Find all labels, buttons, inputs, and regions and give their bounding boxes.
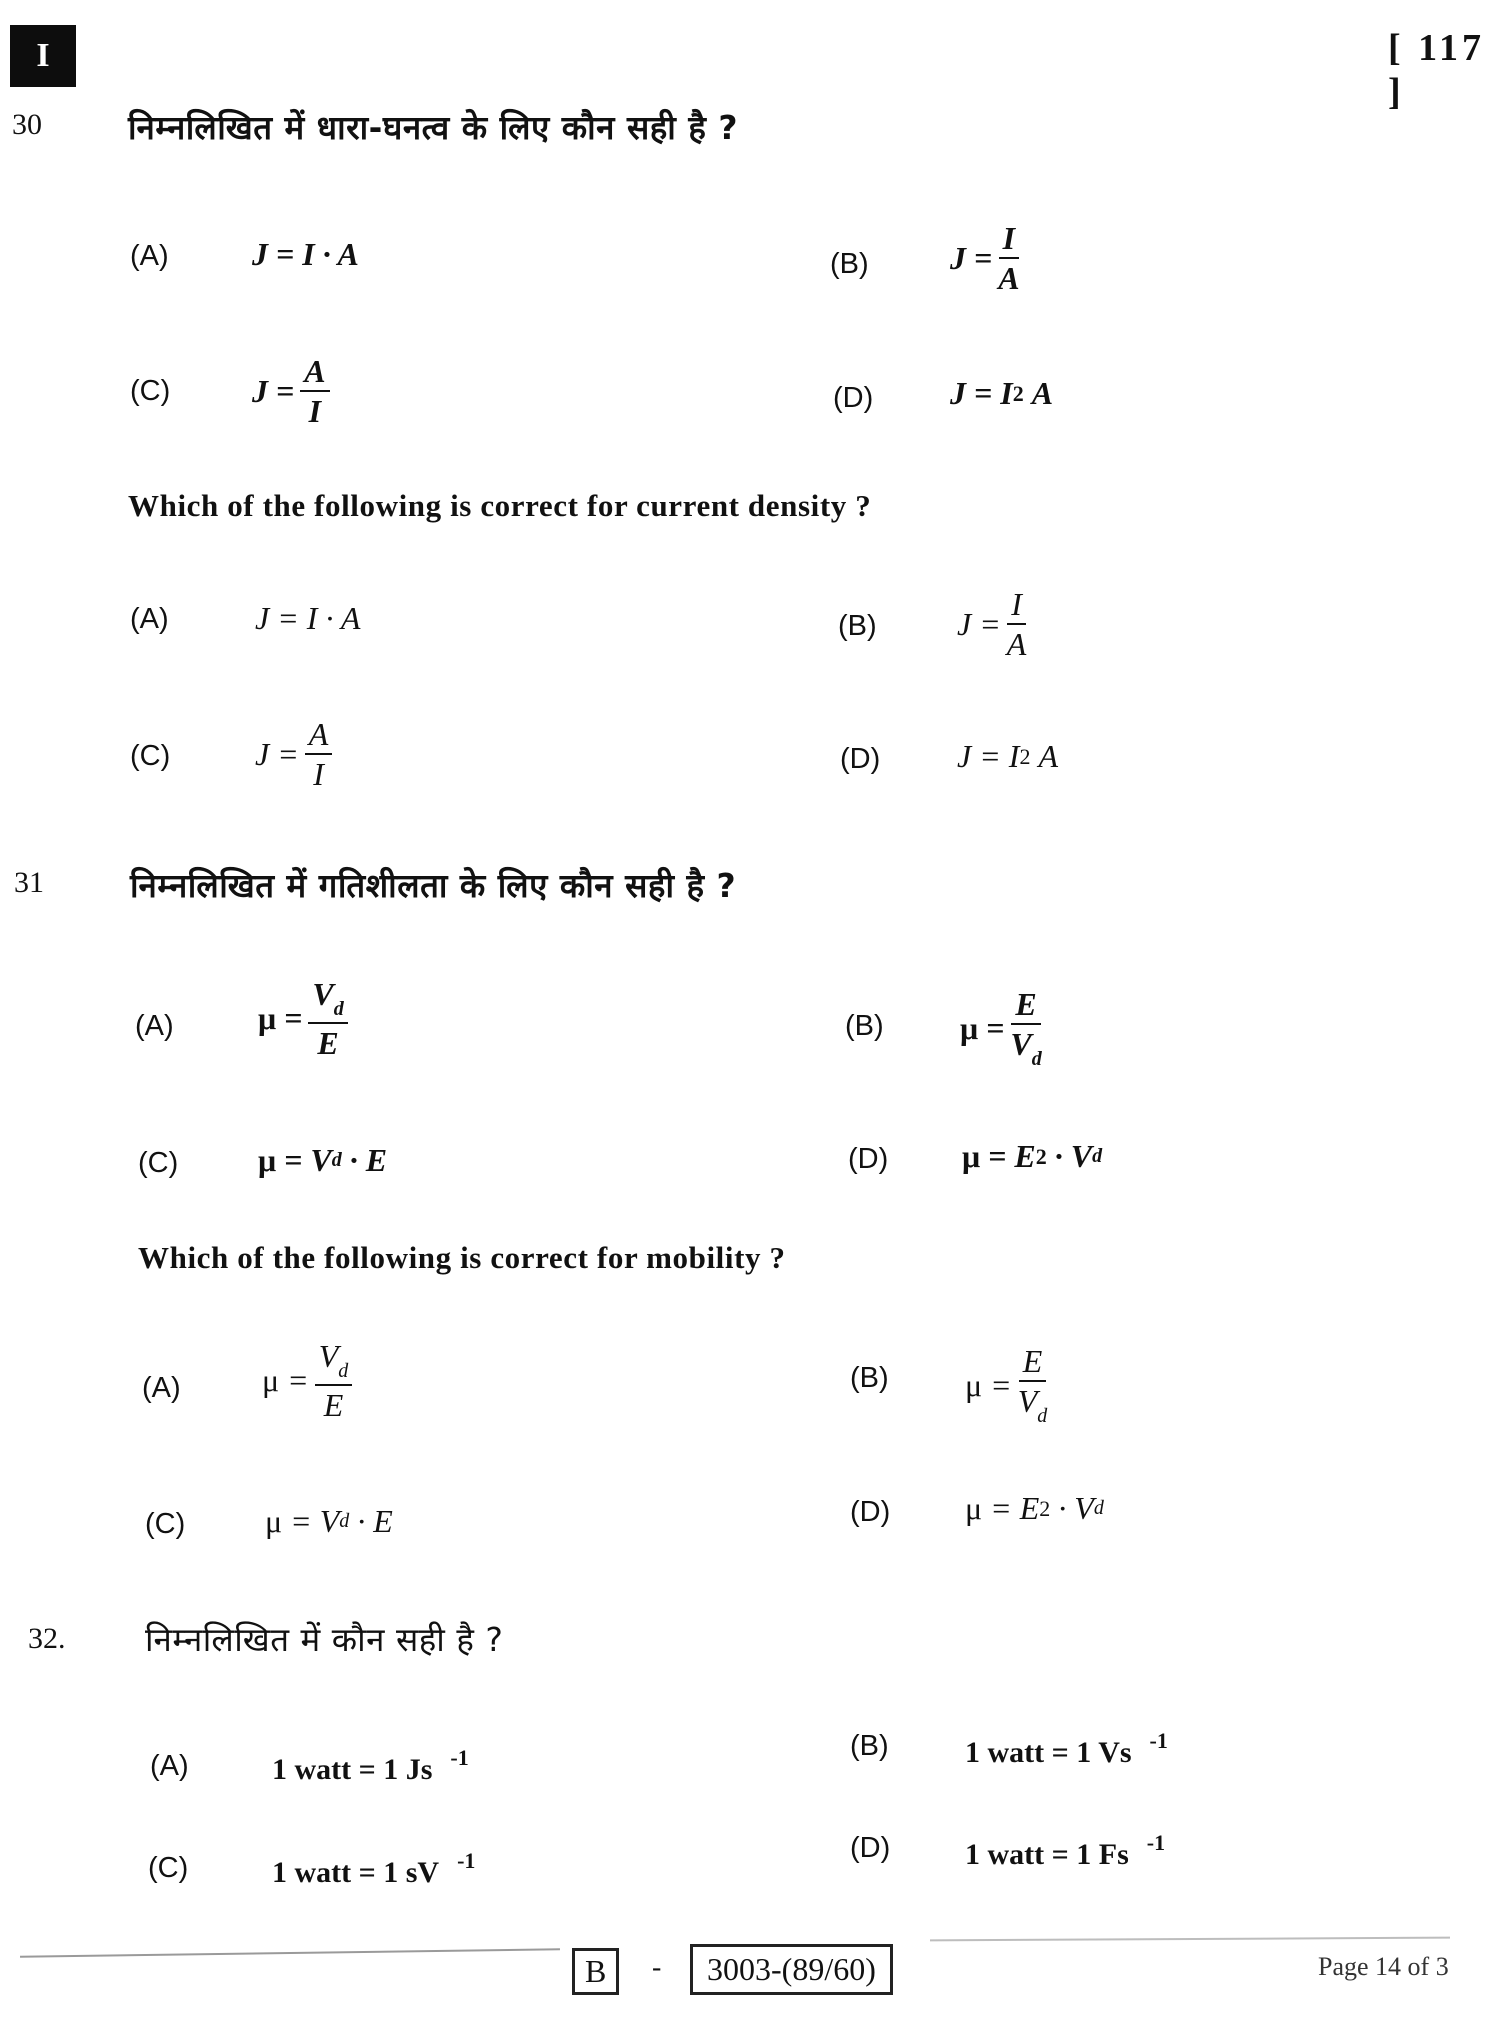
option-label[interactable]: (B)	[850, 1362, 889, 1394]
option-formula: J = $\frac{A}{I}$	[255, 718, 332, 790]
option-label[interactable]: (B)	[850, 1730, 889, 1762]
option-formula: μ = $\frac{V_d}{E}$	[262, 1340, 352, 1421]
option-label[interactable]: (A)	[130, 603, 169, 635]
option-label[interactable]: (C)	[148, 1852, 189, 1884]
series-code-box: B	[572, 1948, 619, 1995]
fraction: $\frac{A}{I}$	[305, 718, 333, 790]
option-formula: J = $\frac{A}{I}$	[252, 355, 330, 427]
page-marker: [ 117 ]	[1388, 27, 1486, 113]
question-number: 32.	[28, 1622, 66, 1655]
option-label[interactable]: (D)	[848, 1143, 889, 1175]
footer-separator: -	[652, 1952, 662, 1983]
option-formula: J = I 2 A	[950, 375, 1054, 411]
option-formula: J = I · A	[252, 236, 359, 272]
option-formula: J = $\frac{I}{A}$	[957, 586, 1027, 662]
option-label[interactable]: (C)	[138, 1147, 179, 1179]
option-formula: μ = V d · E	[265, 1503, 393, 1539]
option-formula: μ = E 2 · V d	[965, 1490, 1104, 1526]
option-label[interactable]: (A)	[135, 1010, 174, 1042]
option-label[interactable]: (A)	[130, 240, 169, 272]
fraction: $\frac{V_d}{E}$	[308, 978, 347, 1059]
question-text-english: Which of the following is correct for mobility ?	[138, 1240, 786, 1275]
option-label[interactable]: (C)	[145, 1508, 186, 1540]
option-formula: J = I 2 A	[957, 738, 1058, 774]
fraction: $\frac{V_d}{E}$	[315, 1340, 353, 1421]
question-number: 30	[12, 108, 42, 141]
option-label[interactable]: (C)	[130, 375, 171, 407]
fraction: $\frac{E}{V_d}$	[1017, 1343, 1048, 1427]
option-label[interactable]: (B)	[838, 610, 877, 642]
question-number: 31	[14, 866, 44, 899]
fraction: $\frac{A}{I}$	[300, 355, 329, 427]
page-info: Page 14 of 3	[1318, 1952, 1449, 1981]
fraction: $\frac{I}{A}$	[1006, 586, 1027, 662]
option-text: 1 watt = 1 sV $^{-1}$	[272, 1848, 476, 1889]
fraction: $\frac{I}{A}$	[998, 220, 1020, 296]
footer-divider-left	[20, 1948, 560, 1958]
option-label[interactable]: (C)	[130, 740, 171, 772]
section-badge: I	[10, 25, 76, 87]
option-text: 1 watt = 1 Vs $^{-1}$	[965, 1728, 1168, 1769]
option-text: 1 watt = 1 Fs $^{-1}$	[965, 1830, 1166, 1871]
question-text-hindi: निम्नलिखित में धारा-घनत्व के लिए कौन सही है ?	[128, 108, 738, 147]
option-formula: J = I · A	[255, 600, 361, 636]
option-label[interactable]: (D)	[840, 743, 881, 775]
option-label[interactable]: (D)	[850, 1496, 891, 1528]
option-formula: μ = $\frac{V_d}{E}$	[258, 978, 348, 1059]
option-formula: μ = $\frac{E}{V_d}$	[960, 986, 1042, 1070]
option-label[interactable]: (D)	[850, 1832, 891, 1864]
option-label[interactable]: (D)	[833, 382, 874, 414]
option-label[interactable]: (B)	[845, 1010, 884, 1042]
option-label[interactable]: (A)	[142, 1372, 181, 1404]
option-label[interactable]: (A)	[150, 1750, 189, 1782]
footer-divider-right	[930, 1937, 1450, 1942]
option-formula: J = $\frac{I}{A}$	[950, 220, 1020, 296]
option-formula: μ = E 2 · V d	[962, 1138, 1103, 1174]
question-text-english: Which of the following is correct for current density ?	[128, 488, 872, 523]
question-text-hindi: निम्नलिखित में गतिशीलता के लिए कौन सही है ?	[130, 866, 737, 905]
option-label[interactable]: (B)	[830, 248, 869, 280]
option-formula: μ = V d · E	[258, 1142, 388, 1178]
paper-code-box: 3003-(89/60)	[690, 1944, 893, 1995]
option-text: 1 watt = 1 Js $^{-1}$	[272, 1745, 469, 1786]
question-text-hindi: निम्नलिखित में कौन सही है ?	[145, 1620, 504, 1659]
fraction: $\frac{E}{V_d}$	[1010, 986, 1042, 1070]
option-formula: μ = $\frac{E}{V_d}$	[965, 1343, 1048, 1427]
